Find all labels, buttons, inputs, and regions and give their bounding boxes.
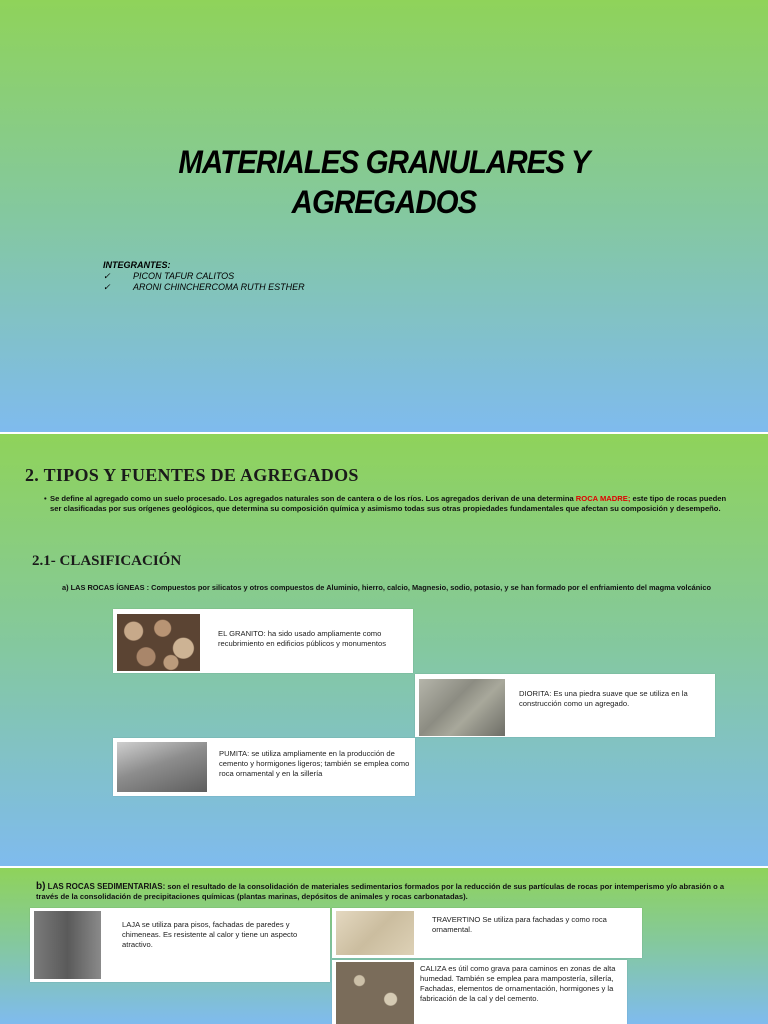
sedimentarias-item [36, 882, 736, 902]
bullet-icon: • [44, 494, 47, 503]
pumita-text: PUMITA: se utiliza ampliamente en la producción de cemento y hormigones ligeros; también se emplea como roca ornamental y en la sillería [219, 749, 410, 778]
member-name: ARONI CHINCHERCOMA RUTH ESTHER [133, 282, 305, 292]
laja-image [34, 911, 101, 979]
diorita-image [419, 679, 505, 736]
travertino-image [336, 911, 414, 955]
check-icon: ✓ [103, 282, 111, 292]
item-letter: b) [36, 881, 46, 892]
laja-text: LAJA se utiliza para pisos, fachadas de paredes y chimeneas. Es resistente al calor y tiene un aspecto atractivo. [122, 920, 298, 949]
para-text-2: este tipo de rocas pueden ser clasificadas por sus orígenes geológicos, que determina su composición química y asimismo todas sus otras propiedades fundamentales que afectan su composición y desempeño. [50, 494, 727, 513]
member-item [103, 282, 305, 293]
diorita-card [415, 674, 715, 737]
members-block [103, 260, 305, 293]
caliza-image [336, 962, 414, 1024]
travertino-card [332, 908, 642, 958]
title-line-1: MATERIALES GRANULARES Y [178, 144, 590, 180]
pumita-card [113, 738, 415, 796]
igneas-item: a) LAS ROCAS ÍGNEAS : Compuestos por silicatos y otros compuestos de Aluminio, hierro, calcio, Magnesio, sodio, potasio, y se han formado por el enfriamiento del magma volcánico [62, 583, 711, 592]
subsection-heading: 2.1- CLASIFICACIÓN [32, 553, 182, 569]
title-line-2: AGREGADOS [291, 184, 477, 220]
caliza-card [332, 960, 627, 1024]
roca-madre-highlight: ROCA MADRE; [575, 494, 631, 503]
granito-text: EL GRANITO: ha sido usado ampliamente como recubrimiento en edificios públicos y monumentos [218, 629, 386, 648]
diorita-text: DIORITA: Es una piedra suave que se utiliza en la construcción como un agregado. [519, 689, 688, 708]
member-item [103, 271, 305, 282]
item-text: son el resultado de la consolidación de materiales sedimentarios formados por la reducción de sus partículas de rocas por intemperismo y/o abrasión o a través de la consolidación de precipitaciones químicas (plantas marinas, depósitos de animales y rocas carbonatadas). [36, 882, 725, 901]
members-label: INTEGRANTES: [103, 260, 171, 270]
travertino-text: TRAVERTINO Se utiliza para fachadas y como roca ornamental. [432, 915, 607, 934]
members-list [103, 271, 305, 293]
section-heading: 2. TIPOS Y FUENTES DE AGREGADOS [25, 465, 359, 485]
intro-paragraph [44, 494, 730, 514]
laja-card [30, 908, 330, 982]
caliza-text: CALIZA es útil como grava para caminos en zonas de alta humedad. También se emplea para mampostería, sillería, Fachadas, elementos de ornamentación, hormigones y la fabricación de la cal y del cemento. [420, 964, 616, 1003]
granito-image [117, 614, 200, 671]
granito-card [113, 609, 413, 673]
page-title [0, 142, 768, 222]
slide-title [0, 0, 768, 432]
slide-sedimentarias [0, 868, 768, 1024]
para-text-1: Se define al agregado como un suelo procesado. Los agregados naturales son de cantera o de los ríos. Los agregados derivan de una determina [50, 494, 576, 503]
pumita-image [117, 742, 207, 792]
member-name: PICON TAFUR CALITOS [133, 271, 235, 281]
item-label: LAS ROCAS SEDIMENTARIAS: [45, 882, 166, 891]
slide-tipos [0, 434, 768, 866]
check-icon: ✓ [103, 271, 111, 281]
